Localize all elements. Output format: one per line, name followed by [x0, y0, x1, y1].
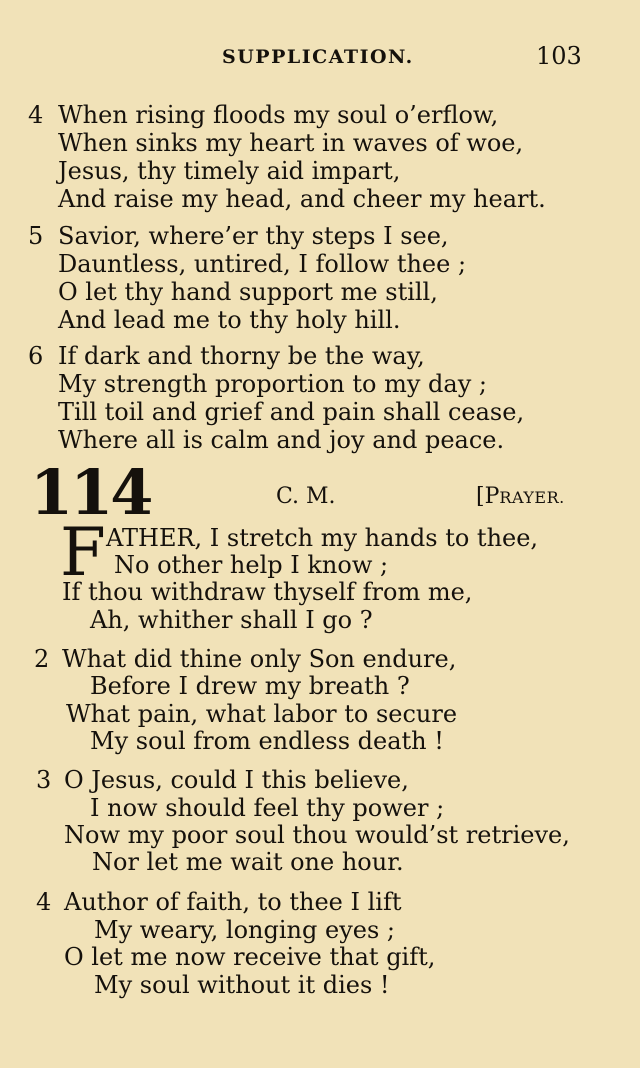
verse-line: My strength proportion to my day ;: [58, 370, 487, 398]
verse-line: What did thine only Son endure,: [62, 645, 457, 673]
verse-line: When sinks my heart in waves of woe,: [58, 129, 524, 157]
verse-line: O Jesus, could I this believe,: [64, 766, 409, 794]
verse-line: My soul without it dies !: [94, 971, 390, 999]
verse-line: My weary, longing eyes ;: [94, 916, 395, 944]
hymn-number: 114: [30, 456, 151, 529]
verse-line: Savior, where’er thy steps I see,: [58, 222, 449, 250]
verse-line: No other help I know ;: [114, 551, 389, 579]
stanza-number: 2: [34, 645, 50, 673]
hymn-topic: [476, 484, 565, 509]
verse-line: I now should feel thy power ;: [90, 794, 445, 822]
verse-line: What pain, what labor to secure: [66, 700, 458, 728]
verse-line: And raise my head, and cheer my heart.: [58, 185, 546, 213]
hymn-meter: C. M.: [276, 484, 336, 509]
verse-line: Jesus, thy timely aid impart,: [58, 157, 401, 185]
verse-line: Nor let me wait one hour.: [92, 848, 404, 876]
page-number: 103: [536, 42, 582, 70]
verse-line: And lead me to thy holy hill.: [58, 306, 401, 334]
topic-rest: RAYER.: [499, 488, 565, 507]
verse-line: Dauntless, untired, I follow thee ;: [58, 250, 467, 278]
verse-line: O let thy hand support me still,: [58, 278, 438, 306]
verse-line: My soul from endless death !: [90, 727, 444, 755]
drop-cap: F: [60, 514, 106, 591]
stanza-number: 6: [28, 342, 44, 370]
topic-bracket: [: [476, 484, 485, 509]
stanza-number: 5: [28, 222, 44, 250]
stanza-number: 3: [36, 766, 52, 794]
stanza-number: 4: [36, 888, 52, 916]
topic-initial: P: [484, 484, 500, 509]
verse-line: Before I drew my breath ?: [90, 672, 410, 700]
verse-line: Where all is calm and joy and peace.: [58, 426, 505, 454]
stanza-number: 4: [28, 101, 44, 129]
verse-line: Till toil and grief and pain shall cease,: [58, 398, 525, 426]
verse-line: If dark and thorny be the way,: [58, 342, 425, 370]
verse-line: O let me now receive that gift,: [64, 943, 436, 971]
verse-line: If thou withdraw thyself from me,: [62, 578, 473, 606]
verse-line: ATHER, I stretch my hands to thee,: [106, 524, 539, 552]
verse-line: Now my poor soul thou would’st retrieve,: [64, 821, 570, 849]
verse-line: Ah, whither shall I go ?: [90, 606, 373, 634]
running-header: SUPPLICATION.: [222, 46, 414, 68]
verse-line: Author of faith, to thee I lift: [64, 888, 402, 916]
verse-line: When rising floods my soul o’erflow,: [58, 101, 499, 129]
